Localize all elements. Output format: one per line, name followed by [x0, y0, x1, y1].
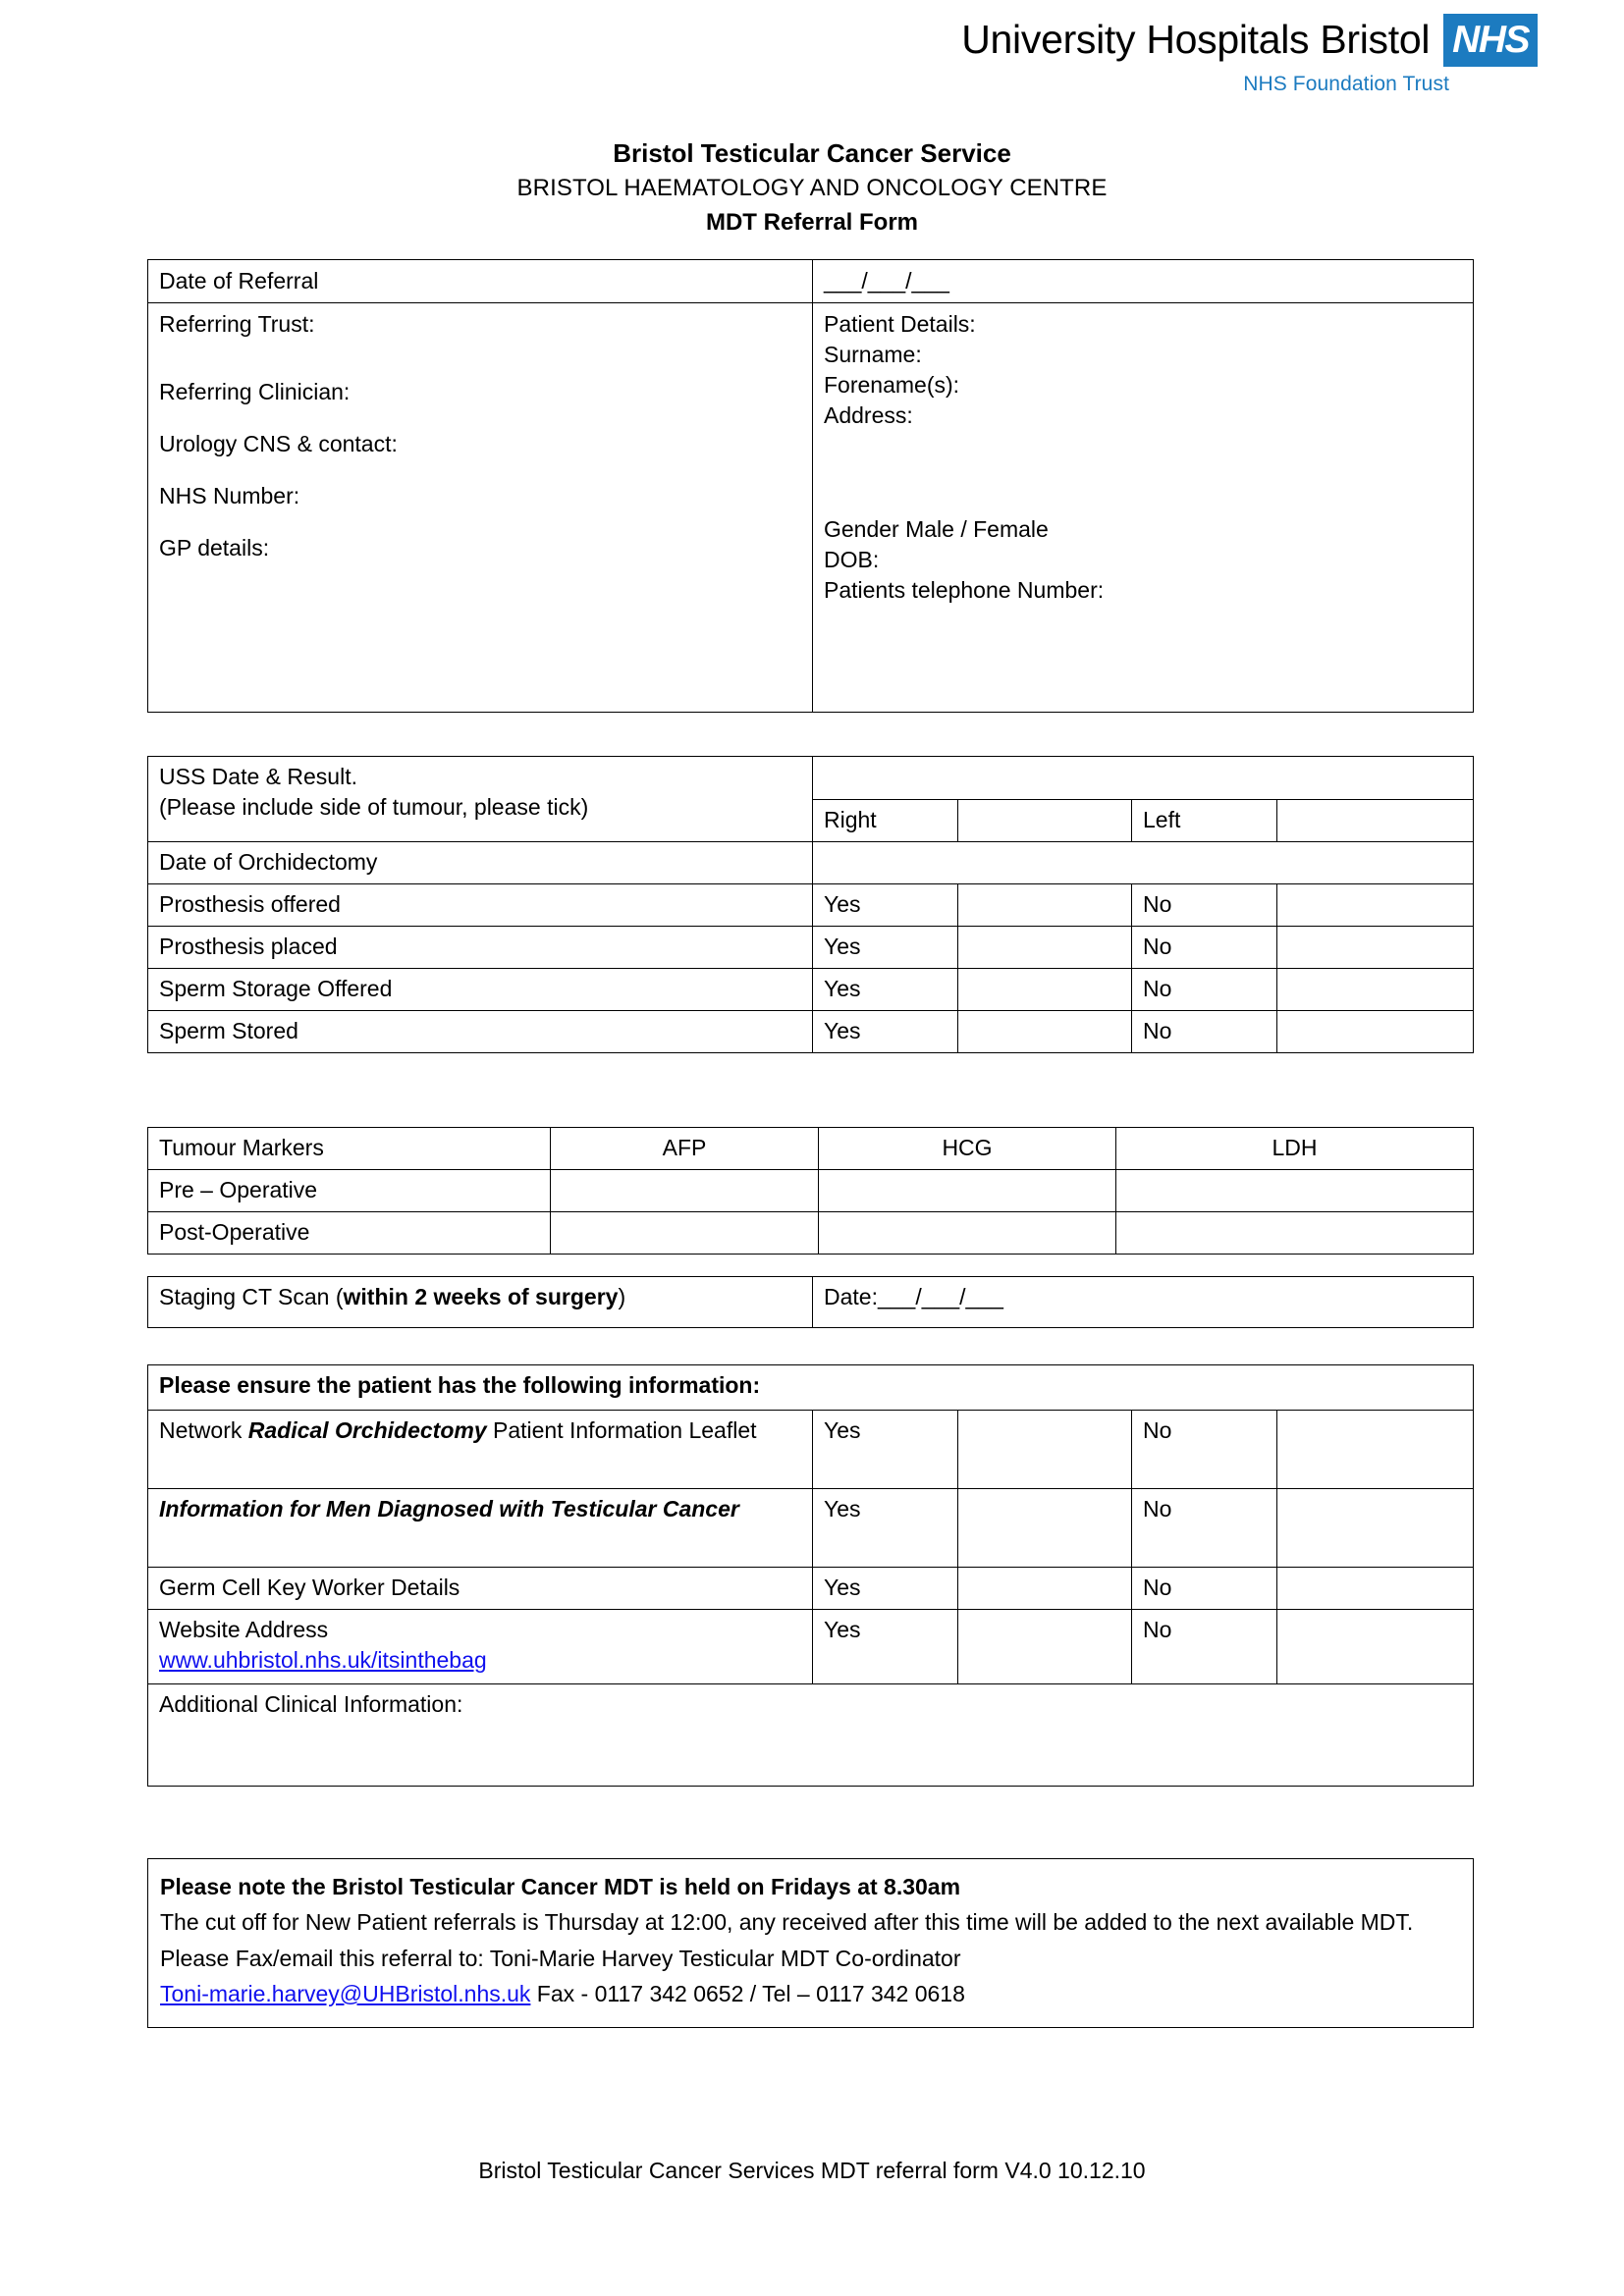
note-line-1: Please note the Bristol Testicular Cancer MDT is held on Fridays at 8.30am	[160, 1874, 961, 1899]
website-address-label: Website Address	[159, 1617, 329, 1643]
table-row	[148, 969, 1474, 1011]
info-heading-row	[148, 1365, 1474, 1411]
gp-details-label: GP details:	[159, 535, 270, 561]
staging-row	[148, 1277, 1474, 1328]
post-operative-label: Post-Operative	[148, 1212, 551, 1255]
date-of-orchidectomy-label: Date of Orchidectomy	[148, 842, 813, 884]
prosthesis-placed-no-tickbox[interactable]	[1277, 927, 1474, 969]
date-of-referral-label: Date of Referral	[148, 260, 813, 303]
label-part-emphasis: Radical Orchidectomy	[247, 1417, 487, 1443]
ldh-column-header: LDH	[1116, 1128, 1474, 1170]
uss-label-cell	[148, 757, 813, 842]
tumour-markers-table	[147, 1127, 1474, 1255]
patient-information-table	[147, 1364, 1474, 1787]
note-line-2: The cut off for New Patient referrals is Thursday at 12:00, any received after this time will be added to the next available MDT.	[160, 1909, 1414, 1936]
prosthesis-offered-label: Prosthesis offered	[148, 884, 813, 927]
staging-label-close: )	[618, 1284, 626, 1309]
website-address-link[interactable]: www.uhbristol.nhs.uk/itsinthebag	[159, 1647, 487, 1674]
surname-label: Surname:	[824, 342, 922, 368]
sperm-stored-yes-label: Yes	[813, 1011, 958, 1053]
table-row	[148, 1011, 1474, 1053]
website-address-no-label: No	[1132, 1610, 1277, 1684]
germ-cell-key-worker-no-label: No	[1132, 1568, 1277, 1610]
prosthesis-offered-no-label: No	[1132, 884, 1277, 927]
men-diagnosed-booklet-no-tickbox[interactable]	[1277, 1489, 1474, 1568]
label-part-post: Patient Information Leaflet	[486, 1417, 757, 1443]
sperm-storage-offered-yes-tickbox[interactable]	[958, 969, 1132, 1011]
document-footer: Bristol Testicular Cancer Services MDT referral form V4.0 10.12.10	[478, 2158, 1146, 2183]
radical-orchidectomy-leaflet-yes-tickbox[interactable]	[958, 1411, 1132, 1489]
side-left-tickbox[interactable]	[1277, 800, 1474, 842]
men-diagnosed-booklet-yes-label: Yes	[813, 1489, 958, 1568]
radical-orchidectomy-leaflet-yes-label: Yes	[813, 1411, 958, 1489]
side-left-label: Left	[1132, 800, 1277, 842]
staging-label-plain: Staging CT Scan (	[159, 1284, 344, 1309]
fax-tel-text: Fax - 0117 342 0652 / Tel – 0117 342 0618	[530, 1980, 965, 2006]
sperm-stored-yes-tickbox[interactable]	[958, 1011, 1132, 1053]
table-row	[148, 1212, 1474, 1255]
form-type-title: MDT Referral Form	[705, 209, 919, 236]
table-row	[148, 884, 1474, 927]
table-row	[148, 1170, 1474, 1212]
post-operative-afp-field[interactable]	[551, 1212, 819, 1255]
referral-details-table	[147, 259, 1474, 713]
men-diagnosed-booklet-label: Information for Men Diagnosed with Testicular Cancer	[148, 1489, 813, 1568]
referring-trust-label: Referring Trust:	[159, 311, 315, 338]
germ-cell-key-worker-yes-label: Yes	[813, 1568, 958, 1610]
page-subtitle: BRISTOL HAEMATOLOGY AND ONCOLOGY CENTRE	[516, 175, 1108, 201]
note-line-3: Please Fax/email this referral to: Toni-Marie Harvey Testicular MDT Co-ordinator	[160, 1945, 961, 1971]
nhs-trust-logo	[961, 14, 1538, 96]
document-titles	[0, 135, 1624, 240]
germ-cell-key-worker-label: Germ Cell Key Worker Details	[148, 1568, 813, 1610]
table-row	[148, 1411, 1474, 1489]
sperm-stored-label: Sperm Stored	[148, 1011, 813, 1053]
uss-orchidectomy-table	[147, 756, 1474, 1053]
sperm-storage-offered-yes-label: Yes	[813, 969, 958, 1011]
additional-clinical-information-field[interactable]: Additional Clinical Information:	[148, 1684, 1474, 1787]
label-part-pre: Network	[159, 1417, 248, 1443]
table-row	[148, 1489, 1474, 1568]
radical-orchidectomy-leaflet-no-tickbox[interactable]	[1277, 1411, 1474, 1489]
note-row	[148, 1859, 1474, 2028]
men-diagnosed-booklet-yes-tickbox[interactable]	[958, 1489, 1132, 1568]
info-heading: Please ensure the patient has the following information:	[148, 1365, 1474, 1411]
tumour-markers-label: Tumour Markers	[148, 1128, 551, 1170]
gender-label: Gender Male / Female	[824, 516, 1049, 543]
sperm-stored-no-label: No	[1132, 1011, 1277, 1053]
date-of-orchidectomy-field[interactable]	[813, 842, 1474, 884]
side-right-tickbox[interactable]	[958, 800, 1132, 842]
uss-label-line1: USS Date & Result.	[159, 764, 357, 789]
pre-operative-afp-field[interactable]	[551, 1170, 819, 1212]
prosthesis-offered-no-tickbox[interactable]	[1277, 884, 1474, 927]
post-operative-ldh-field[interactable]	[1116, 1212, 1474, 1255]
mdt-note-box	[147, 1858, 1474, 2028]
uss-result-field[interactable]	[813, 757, 1474, 800]
table-row	[148, 1610, 1474, 1684]
website-address-yes-label: Yes	[813, 1610, 958, 1684]
staging-ct-date-field[interactable]: Date:___/___/___	[813, 1277, 1474, 1328]
afp-column-header: AFP	[551, 1128, 819, 1170]
logo-row	[961, 14, 1538, 67]
radical-orchidectomy-leaflet-no-label: No	[1132, 1411, 1277, 1489]
prosthesis-placed-label: Prosthesis placed	[148, 927, 813, 969]
telephone-label: Patients telephone Number:	[824, 577, 1105, 604]
nhs-number-label: NHS Number:	[159, 483, 300, 509]
coordinator-email-link[interactable]: Toni-marie.harvey@UHBristol.nhs.uk	[160, 1980, 531, 2006]
urology-cns-label: Urology CNS & contact:	[159, 431, 398, 457]
prosthesis-offered-yes-tickbox[interactable]	[958, 884, 1132, 927]
website-address-no-tickbox[interactable]	[1277, 1610, 1474, 1684]
patient-details-label: Patient Details:	[824, 311, 976, 338]
post-operative-hcg-field[interactable]	[819, 1212, 1116, 1255]
patient-details-cell	[813, 303, 1474, 713]
website-address-cell	[148, 1610, 813, 1684]
date-of-referral-field[interactable]: ___/___/___	[813, 260, 1474, 303]
date-of-referral-row	[148, 260, 1474, 303]
staging-label-bold: within 2 weeks of surgery	[343, 1284, 619, 1309]
dob-label: DOB:	[824, 547, 880, 573]
nhs-logo-icon: NHS	[1443, 14, 1538, 67]
sperm-storage-offered-no-tickbox[interactable]	[1277, 969, 1474, 1011]
radical-orchidectomy-leaflet-label	[148, 1411, 813, 1489]
staging-ct-scan-table	[147, 1276, 1474, 1328]
pre-operative-hcg-field[interactable]	[819, 1170, 1116, 1212]
note-cell	[148, 1859, 1474, 2028]
sperm-stored-no-tickbox[interactable]	[1277, 1011, 1474, 1053]
website-address-yes-tickbox[interactable]	[958, 1610, 1132, 1684]
sperm-storage-offered-no-label: No	[1132, 969, 1277, 1011]
table-row	[148, 842, 1474, 884]
prosthesis-placed-no-label: No	[1132, 927, 1277, 969]
prosthesis-placed-yes-label: Yes	[813, 927, 958, 969]
prosthesis-offered-yes-label: Yes	[813, 884, 958, 927]
foundation-trust-label: NHS Foundation Trust	[1243, 73, 1449, 95]
pre-operative-label: Pre – Operative	[148, 1170, 551, 1212]
hcg-column-header: HCG	[819, 1128, 1116, 1170]
germ-cell-key-worker-no-tickbox[interactable]	[1277, 1568, 1474, 1610]
pre-operative-ldh-field[interactable]	[1116, 1170, 1474, 1212]
page-title: Bristol Testicular Cancer Service	[613, 138, 1011, 168]
uss-label-line2: (Please include side of tumour, please tick)	[159, 794, 589, 821]
additional-info-row	[148, 1684, 1474, 1787]
note-contact-line	[160, 1976, 1461, 2011]
forenames-label: Forename(s):	[824, 372, 960, 399]
markers-header-row	[148, 1128, 1474, 1170]
germ-cell-key-worker-yes-tickbox[interactable]	[958, 1568, 1132, 1610]
organisation-name: University Hospitals Bristol	[961, 17, 1431, 63]
referrer-details-cell	[148, 303, 813, 713]
prosthesis-placed-yes-tickbox[interactable]	[958, 927, 1132, 969]
side-right-label: Right	[813, 800, 958, 842]
referral-body-row	[148, 303, 1474, 713]
uss-header-row	[148, 757, 1474, 800]
address-label: Address:	[824, 402, 913, 429]
referring-clinician-label: Referring Clinician:	[159, 379, 351, 405]
staging-ct-scan-label	[148, 1277, 813, 1328]
men-diagnosed-booklet-no-label: No	[1132, 1489, 1277, 1568]
table-row	[148, 927, 1474, 969]
sperm-storage-offered-label: Sperm Storage Offered	[148, 969, 813, 1011]
table-row	[148, 1568, 1474, 1610]
